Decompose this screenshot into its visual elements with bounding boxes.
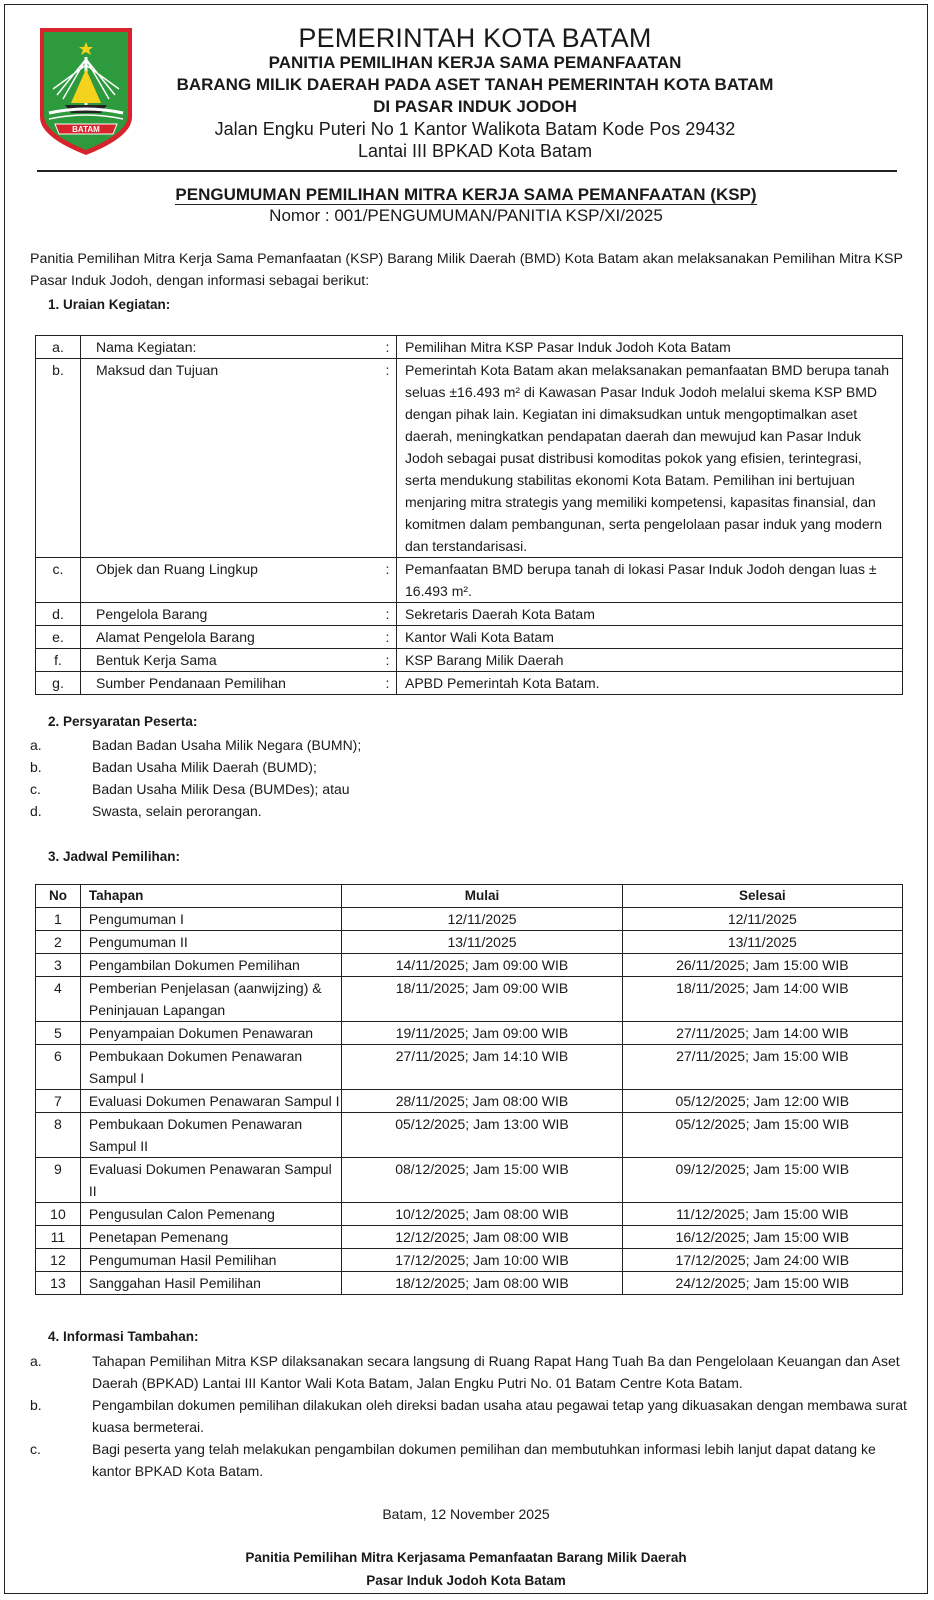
info-text: Bagi peserta yang telah melakukan pengambilan dokumen pemilihan dan membutuhkan informasi lebih lanjut dapat datang ke kantor BPKAD Kota Batam. — [92, 1441, 876, 1479]
schedule-no: 12 — [36, 1249, 81, 1272]
office-floor: Lantai III BPKAD Kota Batam — [357, 141, 593, 161]
row-label: Sumber Pendanaan Pemilihan — [81, 672, 380, 695]
col-end-header: Selesai — [622, 885, 902, 908]
schedule-end: 24/12/2025; Jam 15:00 WIB — [622, 1272, 902, 1295]
requirement-item — [30, 734, 361, 756]
col-no-header: No — [36, 885, 81, 908]
schedule-row — [36, 1045, 903, 1090]
schedule-row — [36, 1022, 903, 1045]
info-item — [30, 1394, 910, 1438]
activity-row — [36, 626, 903, 649]
place-date: Batam, 12 November 2025 — [382, 1506, 550, 1522]
schedule-stage: Pengumuman II — [80, 931, 341, 954]
row-value: APBD Pemerintah Kota Batam. — [397, 672, 903, 695]
schedule-end: 27/11/2025; Jam 15:00 WIB — [622, 1045, 902, 1090]
row-value: Sekretaris Daerah Kota Batam — [397, 603, 903, 626]
row-label: Maksud dan Tujuan — [81, 359, 380, 558]
section-4-heading: 4. Informasi Tambahan: — [48, 1329, 199, 1344]
header-divider — [37, 170, 897, 172]
schedule-stage: Pengumuman Hasil Pemilihan — [80, 1249, 341, 1272]
schedule-end: 05/12/2025; Jam 15:00 WIB — [622, 1113, 902, 1158]
row-letter: f. — [36, 649, 81, 672]
row-label: Nama Kegiatan: — [81, 336, 380, 359]
row-value: Pemilihan Mitra KSP Pasar Induk Jodoh Kota Batam — [397, 336, 903, 359]
schedule-end: 05/12/2025; Jam 12:00 WIB — [622, 1090, 902, 1113]
activity-row — [36, 603, 903, 626]
schedule-start: 12/12/2025; Jam 08:00 WIB — [342, 1226, 622, 1249]
info-text: Tahapan Pemilihan Mitra KSP dilaksanakan secara langsung di Ruang Rapat Hang Tuah Ba dan Pengelolaan Keuangan dan Aset Daerah (BPKAD) Lantai III Kantor Wali Kota Batam, Jalan Engku Putri No. 01 Batam Centre Kota Batam. — [92, 1353, 900, 1391]
schedule-start: 13/11/2025 — [342, 931, 622, 954]
schedule-start: 12/11/2025 — [342, 908, 622, 931]
schedule-start: 14/11/2025; Jam 09:00 WIB — [342, 954, 622, 977]
schedule-row — [36, 908, 903, 931]
requirement-item — [30, 800, 361, 822]
row-separator: : — [379, 603, 397, 626]
activity-row — [36, 336, 903, 359]
requirements-list — [30, 734, 361, 822]
requirement-letter: d. — [30, 803, 42, 819]
row-letter: d. — [36, 603, 81, 626]
schedule-start: 19/11/2025; Jam 09:00 WIB — [342, 1022, 622, 1045]
schedule-start: 08/12/2025; Jam 15:00 WIB — [342, 1158, 622, 1203]
requirement-text: Badan Usaha Milik Desa (BUMDes); atau — [92, 781, 350, 797]
schedule-end: 26/11/2025; Jam 15:00 WIB — [622, 954, 902, 977]
row-letter: b. — [36, 359, 81, 558]
requirement-letter: a. — [30, 737, 42, 753]
schedule-start: 05/12/2025; Jam 13:00 WIB — [342, 1113, 622, 1158]
row-letter: a. — [36, 336, 81, 359]
requirement-letter: b. — [30, 759, 42, 775]
schedule-start: 10/12/2025; Jam 08:00 WIB — [342, 1203, 622, 1226]
schedule-start: 27/11/2025; Jam 14:10 WIB — [342, 1045, 622, 1090]
schedule-start: 18/12/2025; Jam 08:00 WIB — [342, 1272, 622, 1295]
requirement-text: Swasta, selain perorangan. — [92, 803, 262, 819]
activity-row — [36, 558, 903, 603]
schedule-stage: Sanggahan Hasil Pemilihan — [80, 1272, 341, 1295]
schedule-row — [36, 1249, 903, 1272]
schedule-no: 4 — [36, 977, 81, 1022]
schedule-end: 09/12/2025; Jam 15:00 WIB — [622, 1158, 902, 1203]
schedule-no: 3 — [36, 954, 81, 977]
committee-line-2: BARANG MILIK DAERAH PADA ASET TANAH PEMERINTAH KOTA BATAM — [176, 75, 774, 94]
intro-paragraph: Panitia Pemilihan Mitra Kerja Sama Pemanfaatan (KSP) Barang Milik Daerah (BMD) Kota Batam akan melaksanakan Pemilihan Mitra KSP Pasar Induk Jodoh, dengan informasi sebagai berikut: — [30, 251, 903, 289]
schedule-no: 10 — [36, 1203, 81, 1226]
schedule-row — [36, 1203, 903, 1226]
signatory-line-2: Pasar Induk Jodoh Kota Batam — [366, 1573, 566, 1588]
schedule-stage: Pembukaan Dokumen Penawaran Sampul I — [80, 1045, 341, 1090]
schedule-stage: Penyampaian Dokumen Penawaran — [80, 1022, 341, 1045]
office-address: Jalan Engku Puteri No 1 Kantor Walikota Batam Kode Pos 29432 — [214, 119, 736, 139]
schedule-end: 16/12/2025; Jam 15:00 WIB — [622, 1226, 902, 1249]
info-item — [30, 1438, 910, 1482]
schedule-end: 13/11/2025 — [622, 931, 902, 954]
schedule-stage: Evaluasi Dokumen Penawaran Sampul II — [80, 1158, 341, 1203]
schedule-end: 11/12/2025; Jam 15:00 WIB — [622, 1203, 902, 1226]
schedule-row — [36, 1226, 903, 1249]
schedule-start: 28/11/2025; Jam 08:00 WIB — [342, 1090, 622, 1113]
info-letter: c. — [30, 1441, 41, 1457]
schedule-row — [36, 954, 903, 977]
schedule-no: 9 — [36, 1158, 81, 1203]
logo-text: BATAM — [72, 125, 100, 134]
schedule-stage: Pengusulan Calon Pemenang — [80, 1203, 341, 1226]
schedule-no: 1 — [36, 908, 81, 931]
schedule-start: 18/11/2025; Jam 09:00 WIB — [342, 977, 622, 1022]
row-label: Objek dan Ruang Lingkup — [81, 558, 380, 603]
row-value: Pemerintah Kota Batam akan melaksanakan pemanfaatan BMD berupa tanah seluas ±16.493 m² di Kawasan Pasar Induk Jodoh melalui skema KSP BMD dengan pihak lain. Kegiatan ini dimaksudkan untuk mengoptimalkan aset daerah, meningkatkan pendapatan daerah dan mewujud kan Pasar Induk Jodoh sebagai pusat distribusi komoditas pokok yang efisien, terintegrasi, serta mendukung stabilitas ekonomi Kota Batam. Pemilihan ini bertujuan menjaring mitra strategis yang memiliki kompetensi, kapasitas finansial, dan komitmen dalam pembangunan, serta pengelolaan pasar induk yang modern dan terstandarisasi. — [397, 359, 903, 558]
row-label: Bentuk Kerja Sama — [81, 649, 380, 672]
schedule-end: 12/11/2025 — [622, 908, 902, 931]
row-value: KSP Barang Milik Daerah — [397, 649, 903, 672]
schedule-stage: Pemberian Penjelasan (aanwijzing) & Peninjauan Lapangan — [80, 977, 341, 1022]
row-separator: : — [379, 649, 397, 672]
row-label: Alamat Pengelola Barang — [81, 626, 380, 649]
requirement-item — [30, 778, 361, 800]
requirement-text: Badan Badan Usaha Milik Negara (BUMN); — [92, 737, 362, 753]
committee-line-3: DI PASAR INDUK JODOH — [373, 97, 577, 116]
announcement-title-text: PENGUMUMAN PEMILIHAN MITRA KERJA SAMA PEMANFAATAN (KSP) — [175, 185, 757, 204]
section-3-heading: 3. Jadwal Pemilihan: — [48, 849, 181, 864]
row-separator: : — [379, 672, 397, 695]
schedule-table — [35, 884, 903, 1295]
schedule-header-row — [36, 885, 903, 908]
activity-details-table — [35, 335, 903, 695]
schedule-end: 27/11/2025; Jam 14:00 WIB — [622, 1022, 902, 1045]
row-separator: : — [379, 558, 397, 603]
activity-row — [36, 649, 903, 672]
row-separator: : — [379, 626, 397, 649]
row-label: Pengelola Barang — [81, 603, 380, 626]
schedule-stage: Pengumuman I — [80, 908, 341, 931]
committee-line-1: PANITIA PEMILIHAN KERJA SAMA PEMANFAATAN — [268, 53, 682, 72]
schedule-stage: Pembukaan Dokumen Penawaran Sampul II — [80, 1113, 341, 1158]
row-separator: : — [379, 336, 397, 359]
signatory-line-1: Panitia Pemilihan Mitra Kerjasama Pemanfaatan Barang Milik Daerah — [245, 1550, 687, 1565]
schedule-no: 6 — [36, 1045, 81, 1090]
schedule-no: 11 — [36, 1226, 81, 1249]
schedule-no: 8 — [36, 1113, 81, 1158]
schedule-no: 13 — [36, 1272, 81, 1295]
activity-row — [36, 359, 903, 558]
requirement-letter: c. — [30, 781, 41, 797]
schedule-end: 17/12/2025; Jam 24:00 WIB — [622, 1249, 902, 1272]
info-item — [30, 1350, 910, 1394]
row-value: Pemanfaatan BMD berupa tanah di lokasi Pasar Induk Jodoh dengan luas ± 16.493 m². — [397, 558, 903, 603]
schedule-start: 17/12/2025; Jam 10:00 WIB — [342, 1249, 622, 1272]
schedule-row — [36, 1090, 903, 1113]
row-separator: : — [379, 359, 397, 558]
schedule-no: 7 — [36, 1090, 81, 1113]
schedule-row — [36, 1272, 903, 1295]
schedule-row — [36, 1113, 903, 1158]
row-letter: c. — [36, 558, 81, 603]
col-start-header: Mulai — [342, 885, 622, 908]
schedule-stage: Evaluasi Dokumen Penawaran Sampul I — [80, 1090, 341, 1113]
requirement-item — [30, 756, 361, 778]
row-letter: g. — [36, 672, 81, 695]
activity-row — [36, 672, 903, 695]
info-text: Pengambilan dokumen pemilihan dilakukan oleh direksi badan usaha atau pegawai tetap yang dikuasakan dengan membawa surat kuasa bermeterai. — [92, 1397, 907, 1435]
batam-coat-of-arms-logo — [37, 25, 135, 157]
schedule-row — [36, 977, 903, 1022]
schedule-row — [36, 931, 903, 954]
schedule-stage: Pengambilan Dokumen Pemilihan — [80, 954, 341, 977]
schedule-no: 2 — [36, 931, 81, 954]
row-letter: e. — [36, 626, 81, 649]
col-stage-header: Tahapan — [80, 885, 341, 908]
announcement-title — [5, 185, 927, 205]
schedule-no: 5 — [36, 1022, 81, 1045]
announcement-page — [4, 4, 928, 1594]
schedule-end: 18/11/2025; Jam 14:00 WIB — [622, 977, 902, 1022]
schedule-row — [36, 1158, 903, 1203]
government-name: PEMERINTAH KOTA BATAM — [298, 23, 652, 53]
section-2-heading: 2. Persyaratan Peserta: — [48, 714, 198, 729]
schedule-stage: Penetapan Pemenang — [80, 1226, 341, 1249]
info-letter: a. — [30, 1353, 42, 1369]
row-value: Kantor Wali Kota Batam — [397, 626, 903, 649]
info-letter: b. — [30, 1397, 42, 1413]
section-1-heading: 1. Uraian Kegiatan: — [48, 297, 171, 312]
announcement-number: Nomor : 001/PENGUMUMAN/PANITIA KSP/XI/2025 — [269, 206, 663, 225]
requirement-text: Badan Usaha Milik Daerah (BUMD); — [92, 759, 317, 775]
